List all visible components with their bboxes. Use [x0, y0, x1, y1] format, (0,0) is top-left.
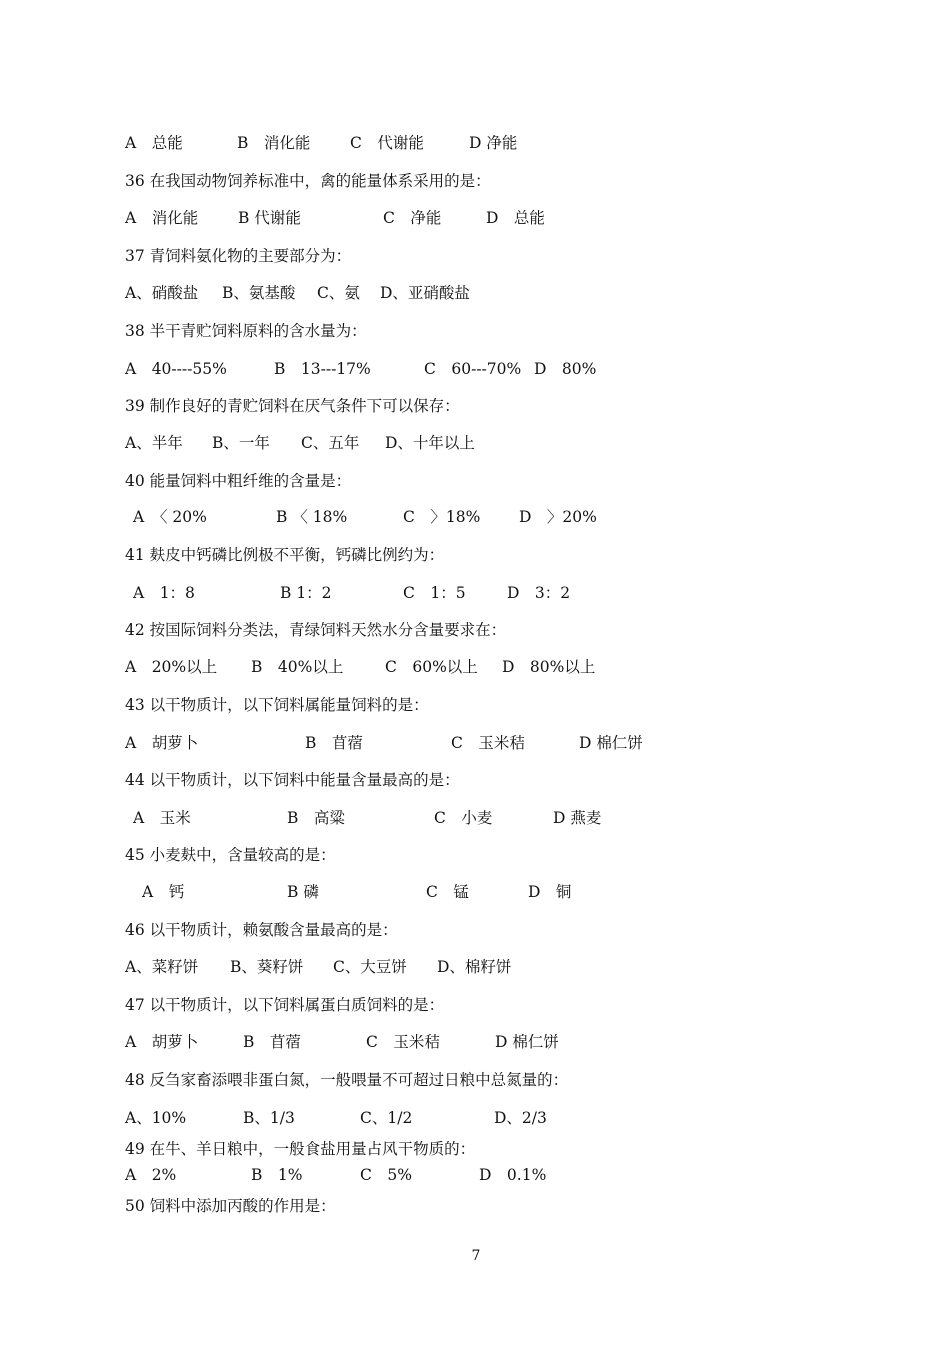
question-row [0, 918, 952, 942]
question-text: 36 在我国动物饲养标准中，禽的能量体系采用的是： [125, 172, 491, 190]
answer-option: D、2/3 [494, 1109, 547, 1127]
options-row [0, 357, 952, 381]
question-row [0, 1068, 952, 1092]
answer-option: B 消化能 [237, 134, 311, 152]
question-text: 40 能量饲料中粗纤维的含量是： [125, 472, 352, 490]
question-text: 43 以干物质计，以下饲料属能量饲料的是： [125, 696, 429, 714]
question-text: 42 按国际饲料分类法，青绿饲料天然水分含量要求在： [125, 621, 507, 639]
answer-option: A 〈 20% [133, 508, 207, 526]
options-row [0, 955, 952, 979]
answer-option: C、1/2 [360, 1109, 413, 1127]
answer-option: D 燕麦 [553, 809, 602, 827]
question-text: 37 青饲料氨化物的主要部分为： [125, 247, 352, 265]
answer-option: B 40%以上 [251, 658, 344, 676]
answer-option: D 总能 [486, 209, 545, 227]
answer-option: D 0.1% [479, 1166, 547, 1184]
answer-option: A 胡萝卜 [125, 734, 199, 752]
answer-option: B、1/3 [243, 1109, 295, 1127]
answer-option: A 1：8 [133, 584, 195, 602]
options-row [0, 131, 952, 155]
question-row [0, 469, 952, 493]
question-text: 38 半干青贮饲料原料的含水量为： [125, 322, 367, 340]
answer-option: A 胡萝卜 [125, 1033, 199, 1051]
answer-option: C 净能 [383, 209, 442, 227]
answer-option: C、氨 [317, 284, 360, 302]
question-text: 41 麸皮中钙磷比例极不平衡，钙磷比例约为： [125, 546, 445, 564]
question-text: 50 饲料中添加丙酸的作用是： [125, 1197, 336, 1215]
answer-option: D 净能 [469, 134, 518, 152]
question-text: 48 反刍家畜添喂非蛋白氮，一般喂量不可超过日粮中总氮量的： [125, 1071, 569, 1089]
options-row [0, 1163, 952, 1187]
answer-option: C 小麦 [434, 809, 493, 827]
options-row [0, 505, 952, 529]
question-row [0, 1194, 952, 1218]
options-row [0, 206, 952, 230]
question-row [0, 618, 952, 642]
answer-option: A 钙 [142, 883, 185, 901]
question-row [0, 319, 952, 343]
answer-option: B 1：2 [280, 584, 332, 602]
answer-option: C 60---70% [424, 360, 522, 378]
answer-option: C 锰 [426, 883, 469, 901]
question-row [0, 394, 952, 418]
answer-option: A 20%以上 [125, 658, 218, 676]
options-row [0, 581, 952, 605]
options-row [0, 281, 952, 305]
question-text: 45 小麦麸中，含量较高的是： [125, 846, 336, 864]
question-row [0, 993, 952, 1017]
answer-option: C 〉18% [403, 508, 481, 526]
answer-option: A 2% [125, 1166, 177, 1184]
question-text: 39 制作良好的青贮饲料在厌气条件下可以保存： [125, 397, 460, 415]
answer-option: A、硝酸盐 [125, 284, 199, 302]
options-row [0, 1106, 952, 1130]
answer-option: B 13---17% [274, 360, 371, 378]
options-row [0, 1030, 952, 1054]
options-row [0, 731, 952, 755]
answer-option: C 5% [360, 1166, 412, 1184]
answer-option: C、大豆饼 [333, 958, 407, 976]
answer-option: D 80% [534, 360, 597, 378]
question-row [0, 169, 952, 193]
answer-option: D、亚硝酸盐 [380, 284, 470, 302]
options-row [0, 806, 952, 830]
question-row [0, 543, 952, 567]
answer-option: D、棉籽饼 [437, 958, 512, 976]
answer-option: A、半年 [125, 434, 183, 452]
answer-option: D 棉仁饼 [495, 1033, 559, 1051]
answer-option: B、一年 [212, 434, 270, 452]
question-row [0, 244, 952, 268]
answer-option: D 80%以上 [502, 658, 596, 676]
answer-option: B 1% [251, 1166, 303, 1184]
answer-option: A 40----55% [125, 360, 227, 378]
question-text: 44 以干物质计，以下饲料中能量含量最高的是： [125, 771, 460, 789]
answer-option: B 高粱 [287, 809, 345, 827]
answer-option: D、十年以上 [385, 434, 475, 452]
question-text: 49 在牛、羊日粮中，一般食盐用量占风干物质的： [125, 1140, 476, 1158]
question-row [0, 693, 952, 717]
answer-option: B 苜蓿 [243, 1033, 301, 1051]
options-row [0, 431, 952, 455]
answer-option: B 磷 [287, 883, 319, 901]
answer-option: B、氨基酸 [222, 284, 296, 302]
question-text: 47 以干物质计，以下饲料属蛋白质饲料的是： [125, 996, 445, 1014]
answer-option: B 苜蓿 [305, 734, 363, 752]
question-text: 46 以干物质计，赖氨酸含量最高的是： [125, 921, 398, 939]
question-row [0, 1137, 952, 1161]
answer-option: C 玉米秸 [366, 1033, 440, 1051]
question-row [0, 768, 952, 792]
answer-option: C 玉米秸 [451, 734, 525, 752]
answer-option: A 总能 [125, 134, 183, 152]
answer-option: A、菜籽饼 [125, 958, 199, 976]
answer-option: B、葵籽饼 [230, 958, 304, 976]
answer-option: C 1：5 [403, 584, 466, 602]
answer-option: D 〉20% [519, 508, 597, 526]
answer-option: B 〈 18% [276, 508, 348, 526]
page-number: 7 [471, 1248, 481, 1264]
answer-option: C 代谢能 [350, 134, 424, 152]
answer-option: D 3：2 [507, 584, 571, 602]
answer-option: A、10% [125, 1109, 187, 1127]
options-row [0, 880, 952, 904]
answer-option: C、五年 [301, 434, 360, 452]
answer-option: D 铜 [528, 883, 572, 901]
answer-option: D 棉仁饼 [579, 734, 643, 752]
options-row [0, 655, 952, 679]
answer-option: A 消化能 [125, 209, 199, 227]
answer-option: A 玉米 [133, 809, 191, 827]
answer-option: C 60%以上 [385, 658, 478, 676]
question-row [0, 843, 952, 867]
answer-option: B 代谢能 [238, 209, 301, 227]
